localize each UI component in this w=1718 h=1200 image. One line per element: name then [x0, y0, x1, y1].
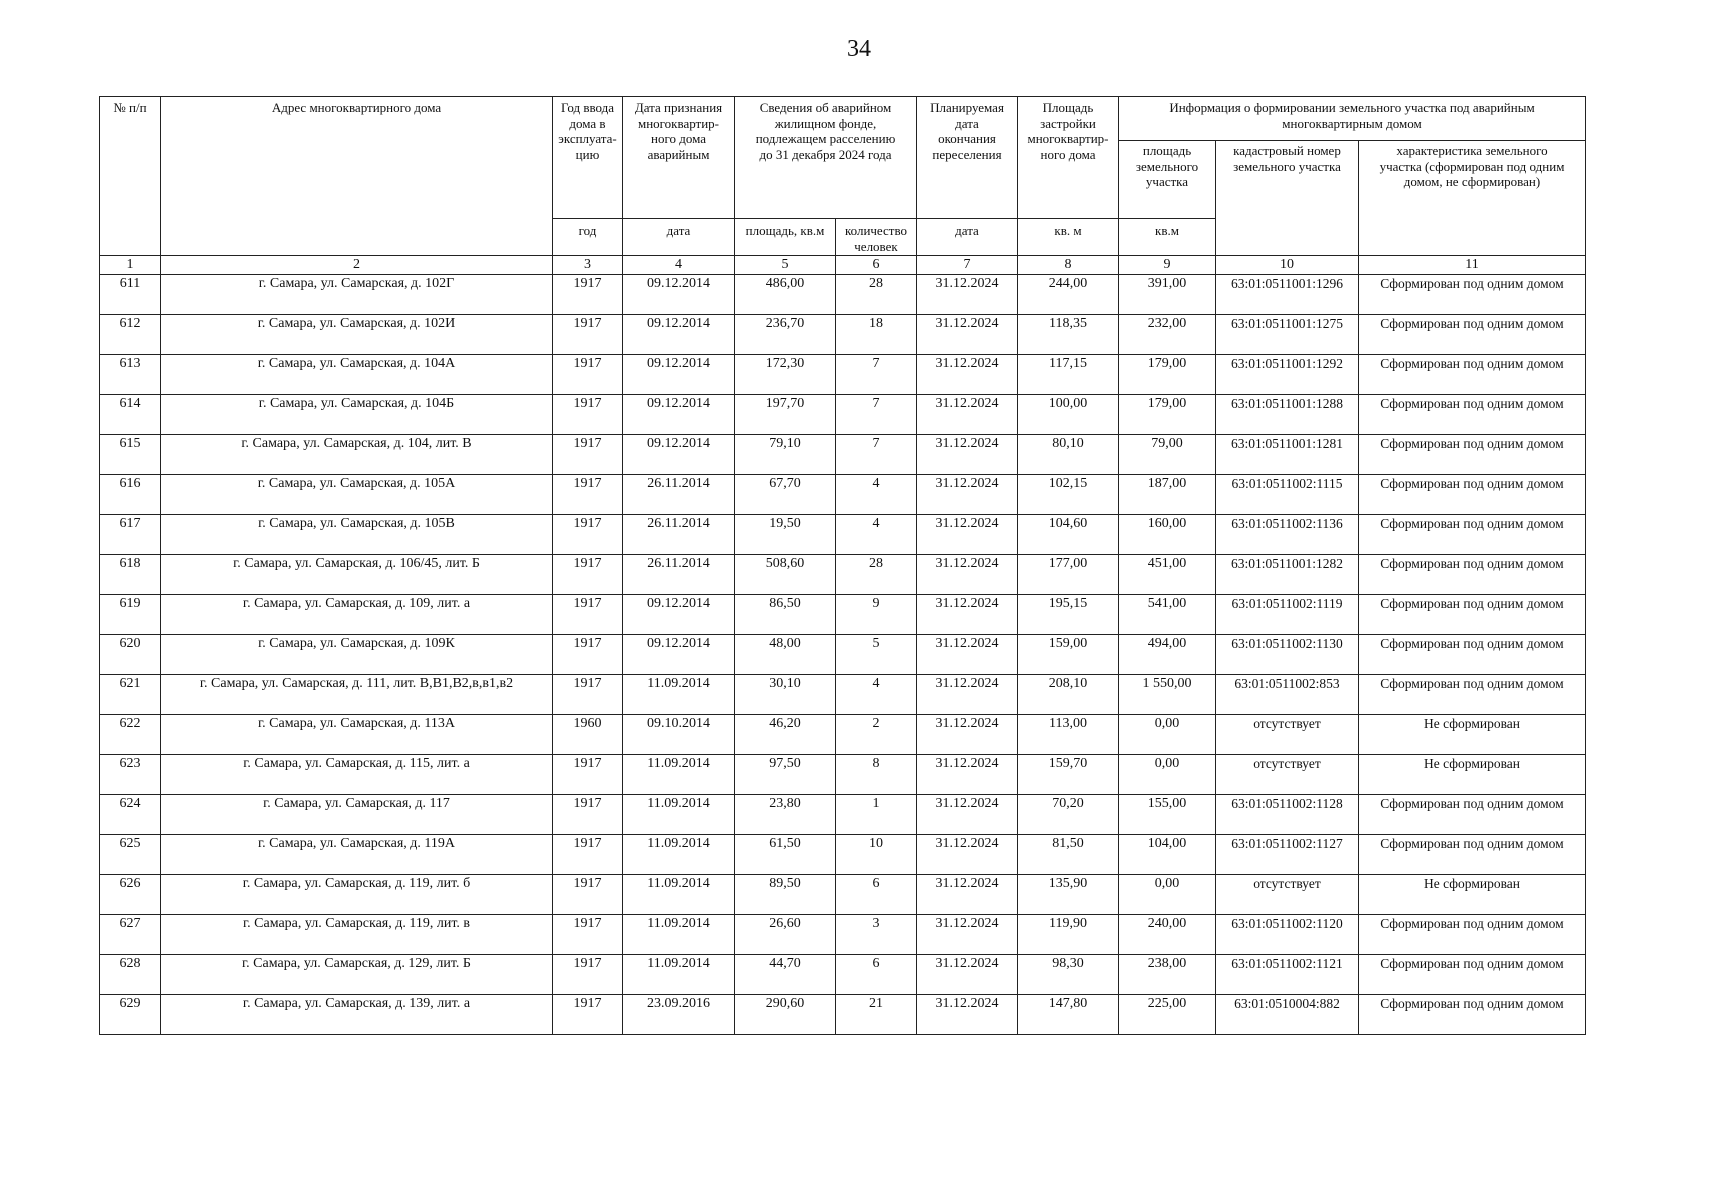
- row-year: 1917: [553, 515, 623, 555]
- row-recognition-date: 11.09.2014: [623, 675, 735, 715]
- row-number: 614: [100, 395, 161, 435]
- row-land-area: 160,00: [1119, 515, 1216, 555]
- row-land-area: 0,00: [1119, 755, 1216, 795]
- table-row: [100, 795, 1586, 835]
- row-address: г. Самара, ул. Самарская, д. 113А: [161, 715, 553, 755]
- row-year: 1960: [553, 715, 623, 755]
- row-people: 10: [836, 835, 917, 875]
- row-land-status: Сформирован под одним домом: [1359, 315, 1586, 355]
- row-number: 619: [100, 595, 161, 635]
- table-row: [100, 715, 1586, 755]
- row-people: 3: [836, 915, 917, 955]
- row-number: 618: [100, 555, 161, 595]
- row-planned-date: 31.12.2024: [917, 395, 1018, 435]
- row-land-area: 232,00: [1119, 315, 1216, 355]
- table-row: [100, 435, 1586, 475]
- row-planned-date: 31.12.2024: [917, 755, 1018, 795]
- row-number: 627: [100, 915, 161, 955]
- row-planned-date: 31.12.2024: [917, 995, 1018, 1035]
- table-row: [100, 395, 1586, 435]
- row-area: 172,30: [735, 355, 836, 395]
- header-planned-date: Планируемая дата окончания переселения: [917, 97, 1018, 219]
- row-building-area: 113,00: [1018, 715, 1119, 755]
- row-land-status: Сформирован под одним домом: [1359, 835, 1586, 875]
- row-number: 617: [100, 515, 161, 555]
- row-people: 4: [836, 675, 917, 715]
- row-area: 290,60: [735, 995, 836, 1035]
- table-row: [100, 555, 1586, 595]
- row-recognition-date: 11.09.2014: [623, 795, 735, 835]
- column-number: 11: [1359, 256, 1586, 275]
- row-number: 624: [100, 795, 161, 835]
- row-recognition-date: 23.09.2016: [623, 995, 735, 1035]
- row-address: г. Самара, ул. Самарская, д. 115, лит. а: [161, 755, 553, 795]
- row-land-status: Не сформирован: [1359, 755, 1586, 795]
- row-year: 1917: [553, 995, 623, 1035]
- row-year: 1917: [553, 395, 623, 435]
- row-planned-date: 31.12.2024: [917, 635, 1018, 675]
- row-year: 1917: [553, 915, 623, 955]
- column-number: 1: [100, 256, 161, 275]
- row-building-area: 177,00: [1018, 555, 1119, 595]
- unit-area: площадь, кв.м: [735, 219, 836, 256]
- header-year: Год ввода дома в эксплуата- цию: [553, 97, 623, 219]
- table-row: [100, 315, 1586, 355]
- row-land-area: 1 550,00: [1119, 675, 1216, 715]
- row-people: 5: [836, 635, 917, 675]
- row-land-status: Сформирован под одним домом: [1359, 595, 1586, 635]
- row-recognition-date: 26.11.2014: [623, 555, 735, 595]
- row-land-area: 494,00: [1119, 635, 1216, 675]
- row-cadastral-number: 63:01:0511002:1130: [1216, 635, 1359, 675]
- unit-date: дата: [623, 219, 735, 256]
- row-building-area: 135,90: [1018, 875, 1119, 915]
- row-address: г. Самара, ул. Самарская, д. 106/45, лит. Б: [161, 555, 553, 595]
- row-people: 28: [836, 275, 917, 315]
- row-address: г. Самара, ул. Самарская, д. 104, лит. В: [161, 435, 553, 475]
- unit-build-area: кв. м: [1018, 219, 1119, 256]
- row-building-area: 118,35: [1018, 315, 1119, 355]
- row-building-area: 70,20: [1018, 795, 1119, 835]
- row-planned-date: 31.12.2024: [917, 555, 1018, 595]
- row-year: 1917: [553, 755, 623, 795]
- row-planned-date: 31.12.2024: [917, 835, 1018, 875]
- table-row: [100, 955, 1586, 995]
- unit-people: количество человек: [836, 219, 917, 256]
- row-land-area: 238,00: [1119, 955, 1216, 995]
- column-number: 6: [836, 256, 917, 275]
- row-address: г. Самара, ул. Самарская, д. 104Б: [161, 395, 553, 435]
- row-building-area: 98,30: [1018, 955, 1119, 995]
- row-area: 79,10: [735, 435, 836, 475]
- row-area: 19,50: [735, 515, 836, 555]
- table-header: [100, 97, 1586, 275]
- row-area: 89,50: [735, 875, 836, 915]
- row-cadastral-number: 63:01:0511001:1292: [1216, 355, 1359, 395]
- row-address: г. Самара, ул. Самарская, д. 119, лит. в: [161, 915, 553, 955]
- row-address: г. Самара, ул. Самарская, д. 117: [161, 795, 553, 835]
- row-address: г. Самара, ул. Самарская, д. 119А: [161, 835, 553, 875]
- row-land-status: Сформирован под одним домом: [1359, 555, 1586, 595]
- row-address: г. Самара, ул. Самарская, д. 109К: [161, 635, 553, 675]
- table-row: [100, 675, 1586, 715]
- row-people: 6: [836, 955, 917, 995]
- row-area: 26,60: [735, 915, 836, 955]
- row-land-status: Сформирован под одним домом: [1359, 515, 1586, 555]
- row-land-area: 0,00: [1119, 875, 1216, 915]
- row-cadastral-number: 63:01:0511001:1281: [1216, 435, 1359, 475]
- row-land-status: Сформирован под одним домом: [1359, 795, 1586, 835]
- row-year: 1917: [553, 635, 623, 675]
- row-number: 616: [100, 475, 161, 515]
- row-recognition-date: 11.09.2014: [623, 755, 735, 795]
- row-year: 1917: [553, 955, 623, 995]
- row-address: г. Самара, ул. Самарская, д. 104А: [161, 355, 553, 395]
- row-recognition-date: 09.12.2014: [623, 635, 735, 675]
- row-building-area: 117,15: [1018, 355, 1119, 395]
- row-recognition-date: 09.12.2014: [623, 595, 735, 635]
- row-cadastral-number: 63:01:0511002:1115: [1216, 475, 1359, 515]
- row-building-area: 102,15: [1018, 475, 1119, 515]
- row-people: 4: [836, 515, 917, 555]
- unit-land-area: кв.м: [1119, 219, 1216, 256]
- row-planned-date: 31.12.2024: [917, 355, 1018, 395]
- header-num: № п/п: [100, 97, 161, 256]
- row-people: 6: [836, 875, 917, 915]
- table-row: [100, 995, 1586, 1035]
- row-year: 1917: [553, 355, 623, 395]
- row-recognition-date: 11.09.2014: [623, 835, 735, 875]
- row-recognition-date: 09.12.2014: [623, 315, 735, 355]
- row-land-area: 155,00: [1119, 795, 1216, 835]
- row-planned-date: 31.12.2024: [917, 435, 1018, 475]
- table-row: [100, 475, 1586, 515]
- table-body: [100, 275, 1586, 1035]
- row-land-status: Не сформирован: [1359, 875, 1586, 915]
- column-numbers-row: [100, 256, 1586, 275]
- row-year: 1917: [553, 315, 623, 355]
- header-recognition-date: Дата признания многоквартир- ного дома аварийным: [623, 97, 735, 219]
- table-row: [100, 515, 1586, 555]
- row-area: 48,00: [735, 635, 836, 675]
- row-address: г. Самара, ул. Самарская, д. 109, лит. а: [161, 595, 553, 635]
- row-people: 7: [836, 395, 917, 435]
- row-number: 626: [100, 875, 161, 915]
- row-number: 623: [100, 755, 161, 795]
- row-recognition-date: 11.09.2014: [623, 875, 735, 915]
- row-land-status: Не сформирован: [1359, 715, 1586, 755]
- row-building-area: 195,15: [1018, 595, 1119, 635]
- column-number: 3: [553, 256, 623, 275]
- row-building-area: 119,90: [1018, 915, 1119, 955]
- row-cadastral-number: 63:01:0511001:1296: [1216, 275, 1359, 315]
- table-row: [100, 915, 1586, 955]
- row-building-area: 80,10: [1018, 435, 1119, 475]
- row-building-area: 104,60: [1018, 515, 1119, 555]
- table-row: [100, 755, 1586, 795]
- row-planned-date: 31.12.2024: [917, 675, 1018, 715]
- header-building-area: Площадь застройки многоквартир- ного дома: [1018, 97, 1119, 219]
- row-cadastral-number: отсутствует: [1216, 715, 1359, 755]
- row-cadastral-number: 63:01:0511002:1127: [1216, 835, 1359, 875]
- row-building-area: 147,80: [1018, 995, 1119, 1035]
- row-building-area: 244,00: [1018, 275, 1119, 315]
- row-address: г. Самара, ул. Самарская, д. 105В: [161, 515, 553, 555]
- column-number: 2: [161, 256, 553, 275]
- row-cadastral-number: 63:01:0511001:1288: [1216, 395, 1359, 435]
- header-address: Адрес многоквартирного дома: [161, 97, 553, 256]
- row-planned-date: 31.12.2024: [917, 795, 1018, 835]
- row-land-area: 225,00: [1119, 995, 1216, 1035]
- row-land-status: Сформирован под одним домом: [1359, 635, 1586, 675]
- row-area: 508,60: [735, 555, 836, 595]
- row-number: 613: [100, 355, 161, 395]
- column-number: 4: [623, 256, 735, 275]
- row-land-status: Сформирован под одним домом: [1359, 955, 1586, 995]
- row-recognition-date: 09.10.2014: [623, 715, 735, 755]
- row-planned-date: 31.12.2024: [917, 875, 1018, 915]
- row-land-status: Сформирован под одним домом: [1359, 435, 1586, 475]
- row-land-area: 541,00: [1119, 595, 1216, 635]
- row-land-area: 451,00: [1119, 555, 1216, 595]
- row-planned-date: 31.12.2024: [917, 475, 1018, 515]
- row-address: г. Самара, ул. Самарская, д. 102И: [161, 315, 553, 355]
- row-number: 628: [100, 955, 161, 995]
- row-people: 18: [836, 315, 917, 355]
- row-year: 1917: [553, 875, 623, 915]
- row-land-area: 391,00: [1119, 275, 1216, 315]
- row-people: 2: [836, 715, 917, 755]
- table-row: [100, 835, 1586, 875]
- row-year: 1917: [553, 555, 623, 595]
- row-number: 625: [100, 835, 161, 875]
- header-land-characteristic: характеристика земельного участка (сформирован под одним домом, не сформирован): [1359, 141, 1586, 256]
- table-row: [100, 355, 1586, 395]
- row-number: 622: [100, 715, 161, 755]
- row-recognition-date: 09.12.2014: [623, 355, 735, 395]
- column-number: 8: [1018, 256, 1119, 275]
- row-building-area: 208,10: [1018, 675, 1119, 715]
- row-year: 1917: [553, 475, 623, 515]
- row-people: 1: [836, 795, 917, 835]
- row-building-area: 100,00: [1018, 395, 1119, 435]
- row-cadastral-number: 63:01:0511001:1282: [1216, 555, 1359, 595]
- row-land-area: 104,00: [1119, 835, 1216, 875]
- row-area: 61,50: [735, 835, 836, 875]
- row-planned-date: 31.12.2024: [917, 515, 1018, 555]
- row-land-area: 79,00: [1119, 435, 1216, 475]
- row-land-status: Сформирован под одним домом: [1359, 475, 1586, 515]
- row-people: 9: [836, 595, 917, 635]
- row-cadastral-number: 63:01:0511002:1128: [1216, 795, 1359, 835]
- row-planned-date: 31.12.2024: [917, 955, 1018, 995]
- row-building-area: 159,70: [1018, 755, 1119, 795]
- row-year: 1917: [553, 835, 623, 875]
- row-people: 4: [836, 475, 917, 515]
- row-planned-date: 31.12.2024: [917, 915, 1018, 955]
- column-number: 7: [917, 256, 1018, 275]
- row-address: г. Самара, ул. Самарская, д. 119, лит. б: [161, 875, 553, 915]
- row-recognition-date: 11.09.2014: [623, 915, 735, 955]
- row-building-area: 81,50: [1018, 835, 1119, 875]
- row-number: 611: [100, 275, 161, 315]
- row-cadastral-number: 63:01:0510004:882: [1216, 995, 1359, 1035]
- row-area: 67,70: [735, 475, 836, 515]
- row-address: г. Самара, ул. Самарская, д. 105А: [161, 475, 553, 515]
- row-recognition-date: 26.11.2014: [623, 515, 735, 555]
- row-land-status: Сформирован под одним домом: [1359, 995, 1586, 1035]
- row-cadastral-number: 63:01:0511002:1120: [1216, 915, 1359, 955]
- row-land-status: Сформирован под одним домом: [1359, 275, 1586, 315]
- header-land-area: площадь земельного участка: [1119, 141, 1216, 219]
- column-number: 5: [735, 256, 836, 275]
- row-recognition-date: 09.12.2014: [623, 275, 735, 315]
- unit-year: год: [553, 219, 623, 256]
- row-cadastral-number: 63:01:0511002:1121: [1216, 955, 1359, 995]
- row-people: 7: [836, 435, 917, 475]
- row-area: 197,70: [735, 395, 836, 435]
- row-people: 21: [836, 995, 917, 1035]
- row-number: 629: [100, 995, 161, 1035]
- row-people: 28: [836, 555, 917, 595]
- row-area: 44,70: [735, 955, 836, 995]
- row-cadastral-number: 63:01:0511002:1136: [1216, 515, 1359, 555]
- row-number: 615: [100, 435, 161, 475]
- header-land-info: Информация о формировании земельного участка под аварийным многоквартирным домом: [1119, 97, 1586, 141]
- row-year: 1917: [553, 675, 623, 715]
- row-planned-date: 31.12.2024: [917, 275, 1018, 315]
- header-emergency-fund: Сведения об аварийном жилищном фонде, подлежащем расселению до 31 декабря 2024 года: [735, 97, 917, 219]
- row-area: 86,50: [735, 595, 836, 635]
- row-cadastral-number: 63:01:0511001:1275: [1216, 315, 1359, 355]
- unit-plan-date: дата: [917, 219, 1018, 256]
- row-recognition-date: 11.09.2014: [623, 955, 735, 995]
- row-recognition-date: 09.12.2014: [623, 395, 735, 435]
- row-planned-date: 31.12.2024: [917, 595, 1018, 635]
- row-year: 1917: [553, 595, 623, 635]
- row-area: 486,00: [735, 275, 836, 315]
- column-number: 9: [1119, 256, 1216, 275]
- row-land-status: Сформирован под одним домом: [1359, 675, 1586, 715]
- row-area: 30,10: [735, 675, 836, 715]
- row-planned-date: 31.12.2024: [917, 315, 1018, 355]
- table-row: [100, 875, 1586, 915]
- column-number: 10: [1216, 256, 1359, 275]
- row-address: г. Самара, ул. Самарская, д. 139, лит. а: [161, 995, 553, 1035]
- row-number: 612: [100, 315, 161, 355]
- row-land-area: 179,00: [1119, 355, 1216, 395]
- row-cadastral-number: отсутствует: [1216, 755, 1359, 795]
- row-people: 8: [836, 755, 917, 795]
- row-address: г. Самара, ул. Самарская, д. 111, лит. В,В1,В2,в,в1,в2: [161, 675, 553, 715]
- row-recognition-date: 09.12.2014: [623, 435, 735, 475]
- row-address: г. Самара, ул. Самарская, д. 102Г: [161, 275, 553, 315]
- row-area: 46,20: [735, 715, 836, 755]
- row-number: 620: [100, 635, 161, 675]
- row-cadastral-number: 63:01:0511002:1119: [1216, 595, 1359, 635]
- row-year: 1917: [553, 795, 623, 835]
- row-recognition-date: 26.11.2014: [623, 475, 735, 515]
- row-cadastral-number: отсутствует: [1216, 875, 1359, 915]
- row-land-area: 0,00: [1119, 715, 1216, 755]
- row-land-status: Сформирован под одним домом: [1359, 915, 1586, 955]
- row-planned-date: 31.12.2024: [917, 715, 1018, 755]
- row-land-area: 187,00: [1119, 475, 1216, 515]
- table-row: [100, 635, 1586, 675]
- row-people: 7: [836, 355, 917, 395]
- row-number: 621: [100, 675, 161, 715]
- row-cadastral-number: 63:01:0511002:853: [1216, 675, 1359, 715]
- row-land-status: Сформирован под одним домом: [1359, 395, 1586, 435]
- row-land-area: 179,00: [1119, 395, 1216, 435]
- row-area: 236,70: [735, 315, 836, 355]
- table-row: [100, 275, 1586, 315]
- row-year: 1917: [553, 275, 623, 315]
- row-building-area: 159,00: [1018, 635, 1119, 675]
- table-row: [100, 595, 1586, 635]
- row-year: 1917: [553, 435, 623, 475]
- header-cadastral: кадастровый номер земельного участка: [1216, 141, 1359, 256]
- row-address: г. Самара, ул. Самарская, д. 129, лит. Б: [161, 955, 553, 995]
- row-area: 23,80: [735, 795, 836, 835]
- row-area: 97,50: [735, 755, 836, 795]
- emergency-housing-table: [99, 96, 1586, 1035]
- row-land-status: Сформирован под одним домом: [1359, 355, 1586, 395]
- page-number: 34: [847, 36, 871, 62]
- row-land-area: 240,00: [1119, 915, 1216, 955]
